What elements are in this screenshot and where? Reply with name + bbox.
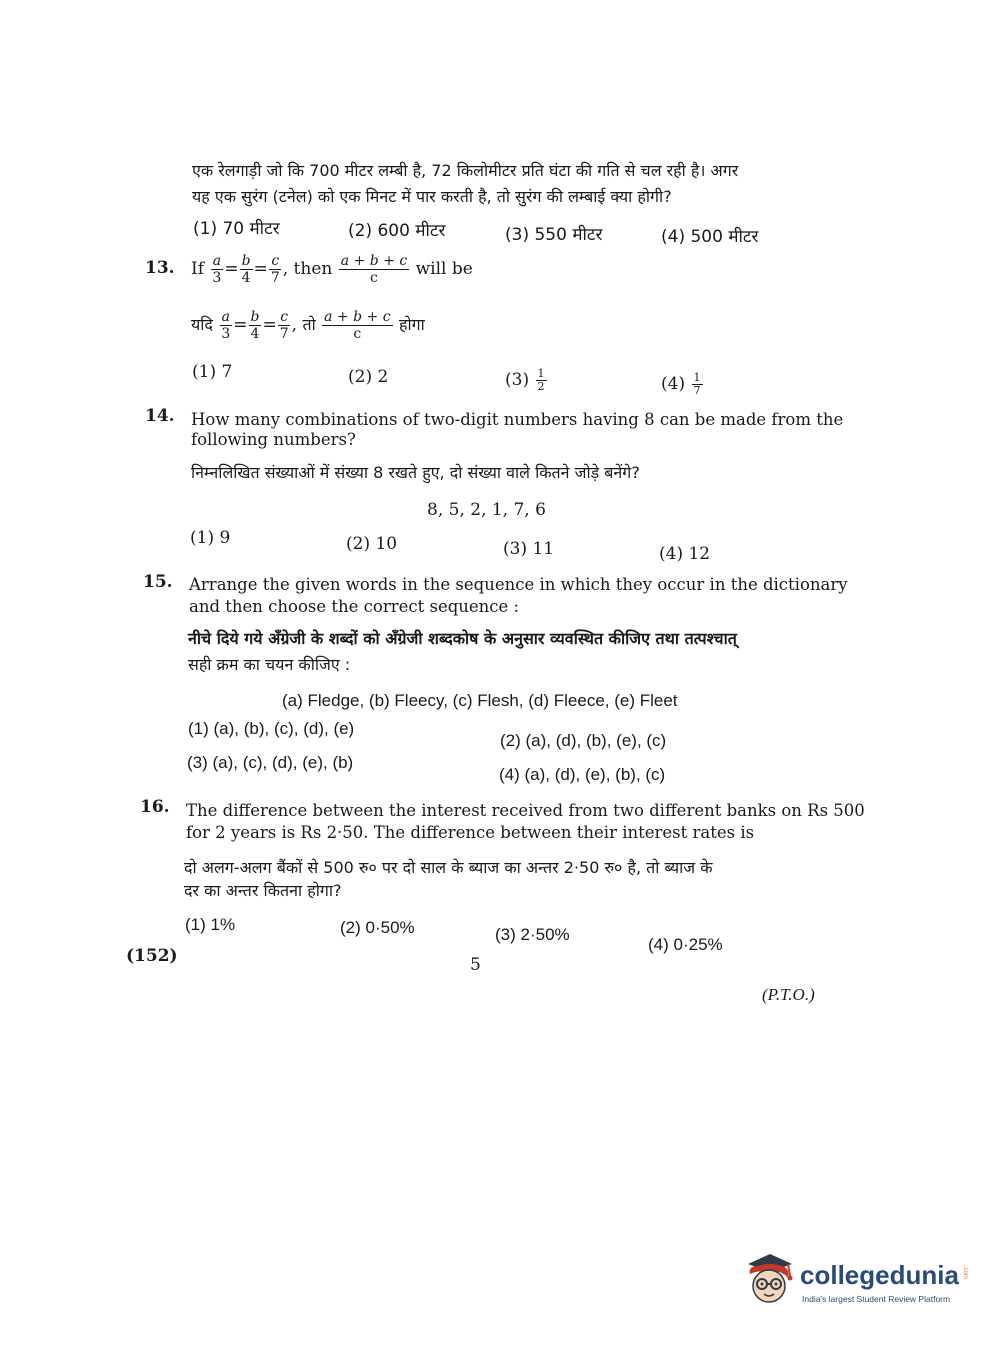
q15-option-2: (2) (a), (d), (b), (e), (c) [500, 731, 667, 750]
q14-option-3: (3) 11 [503, 539, 555, 559]
q13-hindi-frac-a: $\frac{a}{3}$ [221, 309, 231, 342]
q14-option-1: (1) 9 [190, 528, 231, 548]
q13-then-label: then [293, 259, 333, 279]
q15-text-line1: Arrange the given words in the sequence in which they occur in the dictionary [189, 575, 848, 594]
q13-number: 13. [145, 258, 175, 278]
q13-frac-c: $\frac{c}{7}$ [270, 253, 280, 286]
q15-text-line2: and then choose the correct sequence : [189, 597, 520, 616]
q15-hindi-line2: सही क्रम का चयन कीजिए : [188, 655, 351, 674]
booklet-code: (152) [126, 946, 178, 966]
q13-hindi-frac-c: $\frac{c}{7}$ [279, 309, 289, 342]
q14-numbers: 8, 5, 2, 1, 7, 6 [427, 500, 546, 520]
q14-text-line2: following numbers? [191, 430, 356, 449]
q13-hindi-frac-sum: $\frac{a + b + c}{c}$ [324, 309, 391, 342]
q16-text-line1: The difference between the interest received from two different banks on Rs 500 [186, 801, 865, 820]
q13-option-4: (4) $\frac{1}{7}$ [661, 371, 701, 397]
q16-text-line2: for 2 years is Rs 2·50. The difference between their interest rates is [186, 823, 755, 842]
q13-willbe-label: will be [415, 259, 473, 279]
q16-option-4: (4) 0·25% [648, 935, 723, 954]
q14-hindi-text: निम्नलिखित संख्याओं में संख्या 8 रखते हुए, दो संख्या वाले कितने जोड़े बनेंगे? [191, 463, 640, 482]
q13-english-line: If $\frac{a}{3}$ = $\frac{b}{4}$ = $\frac{c}{7}$ , then $\frac{a + b + c}{c}$ will be [191, 253, 473, 286]
q13-frac-b: $\frac{b}{4}$ [241, 253, 251, 286]
student-mascot-icon [740, 1250, 798, 1310]
logo-com: .com [962, 1266, 968, 1280]
q15-option-3: (3) (a), (c), (d), (e), (b) [187, 753, 354, 772]
q15-option-1: (1) (a), (b), (c), (d), (e) [188, 719, 355, 738]
q14-number: 14. [145, 406, 175, 426]
q13-hindi-frac-b: $\frac{b}{4}$ [250, 309, 260, 342]
q14-option-2: (2) 10 [346, 534, 398, 554]
collegedunia-logo [740, 1250, 970, 1310]
q14-text-line1: How many combinations of two-digit numbers having 8 can be made from the [191, 410, 844, 429]
q16-option-1: (1) 1% [185, 915, 236, 934]
q13-if-label: If [191, 259, 205, 279]
logo-name: collegedunia [800, 1260, 959, 1290]
q13-hindi-hoga: होगा [398, 315, 425, 334]
q13-frac-sum: $\frac{a + b + c}{c}$ [340, 253, 408, 286]
pto-label: (P.T.O.) [762, 985, 815, 1004]
q12-option-4: (4) 500 मीटर [661, 227, 759, 247]
q13-hindi-if: यदि [191, 315, 213, 334]
q15-hindi-line1: नीचे दिये गये अँग्रेजी के शब्दों को अँग्रेजी शब्दकोष के अनुसार व्यवस्थित कीजिए तथा तत्पश्चात् [188, 629, 737, 648]
q15-words: (a) Fledge, (b) Fleecy, (c) Flesh, (d) Fleece, (e) Fleet [282, 691, 678, 710]
q16-number: 16. [140, 797, 170, 817]
q16-hindi-line2: दर का अन्तर कितना होगा? [184, 881, 342, 900]
q13-option-2: (2) 2 [348, 367, 389, 387]
q12-option-2: (2) 600 मीटर [348, 221, 446, 241]
q13-hindi-then: तो [302, 315, 316, 334]
q12-text-line1: एक रेलगाड़ी जो कि 700 मीटर लम्बी है, 72 किलोमीटर प्रति घंटा की गति से चल रही है। अगर [192, 161, 739, 180]
q16-option-3: (3) 2·50% [495, 925, 570, 944]
q12-text-line2: यह एक सुरंग (टनेल) को एक मिनट में पार करती है, तो सुरंग की लम्बाई क्या होगी? [192, 187, 672, 206]
q13-option-3: (3) $\frac{1}{2}$ [505, 367, 545, 393]
q15-option-4: (4) (a), (d), (e), (b), (c) [499, 765, 666, 784]
q13-hindi-line: यदि $\frac{a}{3}$ = $\frac{b}{4}$ = $\frac{c}{7}$ , तो $\frac{a + b + c}{c}$ होगा [191, 309, 425, 342]
q12-option-1: (1) 70 मीटर [193, 219, 280, 239]
q13-option-4-frac: $\frac{1}{7}$ [693, 371, 701, 397]
q15-number: 15. [143, 572, 173, 592]
page-number: 5 [470, 955, 481, 975]
q16-option-2: (2) 0·50% [340, 918, 415, 937]
q16-hindi-line1: दो अलग-अलग बैंकों से 500 रु० पर दो साल के ब्याज का अन्तर 2·50 रु० है, तो ब्याज के [184, 858, 713, 877]
logo-tagline: India's largest Student Review Platform [802, 1294, 951, 1304]
q13-option-1: (1) 7 [192, 362, 233, 382]
q14-option-4: (4) 12 [659, 544, 711, 564]
q13-frac-a: $\frac{a}{3}$ [212, 253, 222, 286]
q13-option-3-frac: $\frac{1}{2}$ [537, 367, 545, 393]
q12-option-3: (3) 550 मीटर [505, 225, 603, 245]
